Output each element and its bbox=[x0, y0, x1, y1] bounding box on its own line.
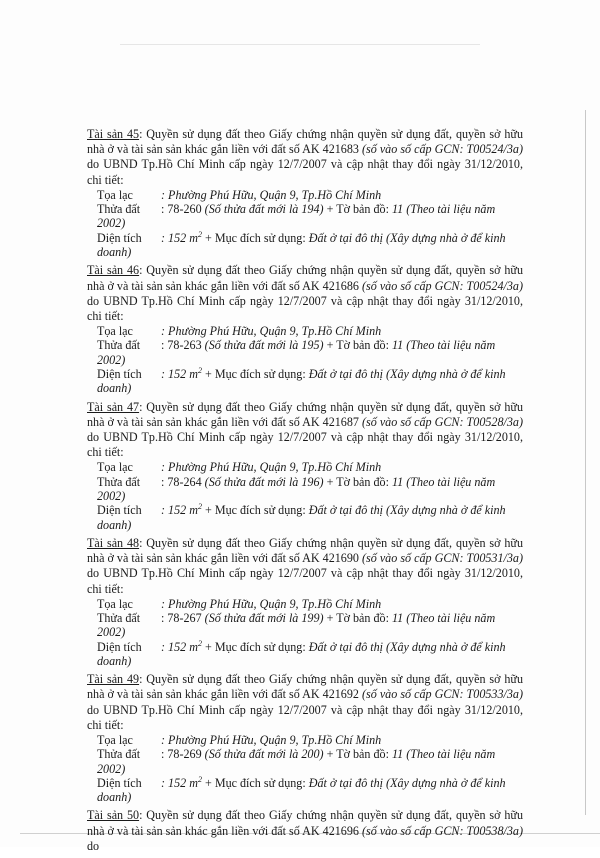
land-use-purpose-cont: doanh) bbox=[97, 653, 132, 668]
map-sheet-number: 11 bbox=[391, 747, 404, 762]
parcel-value: : 78-264 (Số thửa đất mới là 196) + Tờ bản đồ: 11 (Theo tài liệu năm bbox=[161, 474, 496, 489]
certificate-number: AK 421686 bbox=[302, 278, 359, 293]
parcel-row bbox=[87, 338, 523, 352]
land-use-purpose: Đất ở tại đô thị (Xây dựng nhà ở để kinh bbox=[308, 639, 506, 654]
asset-text: : Quyền sử dụng đất theo Giấy chứng nhận quyền sử dụng đất, quyền sở hữu nhà ở và tài sản sản khác gắn liền với đất số bbox=[87, 263, 523, 293]
registration-number: (số vào số cấp GCN: T00533/3a) bbox=[362, 687, 523, 702]
land-use-purpose-cont: doanh) bbox=[97, 790, 132, 805]
parcel-row bbox=[87, 475, 523, 489]
asset-description bbox=[87, 263, 523, 324]
parcel-label: Thửa đất bbox=[97, 611, 141, 625]
asset-text: : Quyền sử dụng đất theo Giấy chứng nhận quyền sử dụng đất, quyền sở hữu nhà ở và tài sản sản khác gắn liền với đất số bbox=[87, 127, 523, 157]
parcel-value: : 78-263 (Số thửa đất mới là 195) + Tờ bản đồ: 11 (Theo tài liệu năm bbox=[161, 338, 496, 353]
certificate-number: AK 421690 bbox=[302, 551, 359, 566]
faint-header-line bbox=[120, 44, 480, 45]
parcel-label: Thửa đất bbox=[97, 338, 141, 353]
certificate-number: AK 421683 bbox=[302, 142, 359, 157]
asset-item bbox=[87, 400, 523, 532]
location-value: : Phường Phú Hữu, Quận 9, Tp.Hồ Chí Minh bbox=[161, 324, 382, 339]
asset-label: Tài sản 49 bbox=[87, 672, 140, 687]
parcel-value: : 78-260 (Số thửa đất mới là 194) + Tờ bản đồ: 11 (Theo tài liệu năm bbox=[161, 202, 496, 217]
asset-description bbox=[87, 536, 523, 597]
area-row bbox=[87, 640, 523, 654]
parcel-year: 2002) bbox=[97, 489, 126, 503]
parcel-label: Thửa đất bbox=[97, 747, 141, 762]
area-value: : 152 $m^2$ + Mục đích sử dụng: Đất ở tại đô thị (Xây dựng nhà ở để kinh bbox=[161, 502, 506, 518]
location-row bbox=[87, 597, 523, 611]
location-label: Tọa lạc bbox=[97, 187, 133, 202]
area-label: Diện tích bbox=[97, 639, 142, 654]
parcel-label: Thửa đất bbox=[97, 474, 141, 489]
parcel-year: 2002) bbox=[97, 625, 126, 640]
asset-list bbox=[87, 127, 523, 858]
registration-number: (số vào số cấp GCN: T00524/3a) bbox=[362, 142, 523, 157]
location-label: Tọa lạc bbox=[97, 596, 133, 611]
parcel-label: Thửa đất bbox=[97, 202, 141, 217]
asset-description bbox=[87, 127, 523, 188]
location-label: Tọa lạc bbox=[97, 733, 133, 747]
area-label: Diện tích bbox=[97, 775, 142, 790]
issuer-text: do UBND Tp.Hồ Chí Minh cấp ngày 12/7/2007 và cập nhật thay đổi ngày 31/12/2010, chi tiết: bbox=[87, 430, 523, 460]
asset-item bbox=[87, 263, 523, 395]
asset-item bbox=[87, 672, 523, 804]
parcel-year: 2002) bbox=[97, 216, 126, 231]
new-parcel-number: (Số thửa đất mới là 199) bbox=[204, 611, 324, 625]
asset-text: : Quyền sử dụng đất theo Giấy chứng nhận quyền sử dụng đất, quyền sở hữu nhà ở và tài sản sản khác gắn liền với đất số AK 421696 bbox=[87, 808, 523, 838]
land-use-purpose-cont: doanh) bbox=[97, 381, 132, 396]
asset-item bbox=[87, 536, 523, 668]
asset-label: Tài sản 46 bbox=[87, 263, 140, 278]
certificate-number: AK 421692 bbox=[302, 687, 359, 702]
parcel-row bbox=[87, 202, 523, 216]
map-sheet-number: 11 bbox=[391, 474, 404, 489]
area-row bbox=[87, 503, 523, 517]
issuer-text: do UBND Tp.Hồ Chí Minh cấp ngày 12/7/2007 và cập nhật thay đổi ngày 31/12/2010, chi tiết: bbox=[87, 702, 523, 732]
land-use-purpose: Đất ở tại đô thị (Xây dựng nhà ở để kinh bbox=[308, 367, 506, 381]
location-label: Tọa lạc bbox=[97, 324, 133, 339]
location-value: : Phường Phú Hữu, Quận 9, Tp.Hồ Chí Minh bbox=[161, 596, 382, 611]
map-sheet-number: 11 bbox=[391, 202, 404, 217]
registration-number: (số vào số cấp GCN: T00528/3a) bbox=[362, 414, 523, 429]
location-label: Tọa lạc bbox=[97, 460, 133, 475]
asset-description bbox=[87, 400, 523, 461]
map-sheet-number: 11 bbox=[391, 338, 404, 353]
certificate-number: AK 421687 bbox=[302, 414, 359, 429]
location-row bbox=[87, 188, 523, 202]
asset-label: Tài sản 48 bbox=[87, 535, 140, 550]
area-label: Diện tích bbox=[97, 367, 142, 381]
new-parcel-number: (Số thửa đất mới là 194) bbox=[204, 202, 324, 217]
location-value: : Phường Phú Hữu, Quận 9, Tp.Hồ Chí Minh bbox=[161, 460, 382, 475]
parcel-year: 2002) bbox=[97, 761, 126, 776]
page-border-right bbox=[585, 110, 586, 815]
area-label: Diện tích bbox=[97, 503, 142, 518]
parcel-row bbox=[87, 611, 523, 625]
asset-description bbox=[87, 808, 523, 854]
area-value: : 152 $m^2$ + Mục đích sử dụng: Đất ở tại đô thị (Xây dựng nhà ở để kinh bbox=[161, 774, 506, 790]
location-row bbox=[87, 324, 523, 338]
area-value: : 152 $m^2$ + Mục đích sử dụng: Đất ở tại đô thị (Xây dựng nhà ở để kinh bbox=[161, 365, 506, 381]
parcel-row bbox=[87, 747, 523, 761]
new-parcel-number: (Số thửa đất mới là 196) bbox=[204, 474, 324, 489]
land-use-purpose-cont: doanh) bbox=[97, 245, 132, 259]
location-value: : Phường Phú Hữu, Quận 9, Tp.Hồ Chí Minh bbox=[161, 187, 382, 202]
location-row bbox=[87, 733, 523, 747]
asset-item-partial bbox=[87, 808, 523, 854]
issuer-text: do bbox=[87, 838, 100, 853]
issuer-text: do UBND Tp.Hồ Chí Minh cấp ngày 12/7/2007 và cập nhật thay đổi ngày 31/12/2010, chi tiết: bbox=[87, 293, 523, 323]
land-use-purpose: Đất ở tại đô thị (Xây dựng nhà ở để kinh bbox=[308, 775, 506, 790]
area-row bbox=[87, 367, 523, 381]
asset-text: : Quyền sử dụng đất theo Giấy chứng nhận quyền sử dụng đất, quyền sở hữu nhà ở và tài sản sản khác gắn liền với đất số bbox=[87, 672, 523, 702]
asset-text: : Quyền sử dụng đất theo Giấy chứng nhận quyền sử dụng đất, quyền sở hữu nhà ở và tài sản sản khác gắn liền với đất số bbox=[87, 535, 523, 566]
area-row bbox=[87, 776, 523, 790]
parcel-value: : 78-267 (Số thửa đất mới là 199) + Tờ bản đồ: 11 (Theo tài liệu năm bbox=[161, 611, 496, 625]
parcel-value: : 78-269 (Số thửa đất mới là 200) + Tờ bản đồ: 11 (Theo tài liệu năm bbox=[161, 747, 496, 762]
registration-number: (số vào số cấp GCN: T00524/3a) bbox=[362, 278, 523, 293]
location-value: : Phường Phú Hữu, Quận 9, Tp.Hồ Chí Minh bbox=[161, 733, 382, 747]
asset-item bbox=[87, 127, 523, 259]
parcel-year: 2002) bbox=[97, 352, 126, 367]
area-value: : 152 $m^2$ + Mục đích sử dụng: Đất ở tại đô thị (Xây dựng nhà ở để kinh bbox=[161, 229, 506, 245]
asset-text: : Quyền sử dụng đất theo Giấy chứng nhận quyền sử dụng đất, quyền sở hữu nhà ở và tài sản sản khác gắn liền với đất số bbox=[87, 399, 523, 429]
asset-description bbox=[87, 672, 523, 733]
area-label: Diện tích bbox=[97, 230, 142, 245]
new-parcel-number: (Số thửa đất mới là 195) bbox=[204, 338, 324, 353]
issuer-text: do UBND Tp.Hồ Chí Minh cấp ngày 12/7/2007 và cập nhật thay đổi ngày 31/12/2010, chi tiết: bbox=[87, 566, 523, 596]
asset-label: Tài sản 45 bbox=[87, 127, 140, 141]
area-value: : 152 $m^2$ + Mục đích sử dụng: Đất ở tại đô thị (Xây dựng nhà ở để kinh bbox=[161, 638, 506, 654]
location-row bbox=[87, 460, 523, 474]
asset-label: Tài sản 47 bbox=[87, 399, 140, 414]
registration-number: (số vào số cấp GCN: T00538/3a) bbox=[362, 823, 523, 838]
map-sheet-number: 11 bbox=[391, 611, 404, 625]
new-parcel-number: (Số thửa đất mới là 200) bbox=[204, 747, 324, 762]
asset-label: Tài sản 50 bbox=[87, 808, 140, 823]
land-use-purpose-cont: doanh) bbox=[97, 517, 132, 532]
land-use-purpose: Đất ở tại đô thị (Xây dựng nhà ở để kinh bbox=[308, 503, 506, 518]
registration-number: (số vào số cấp GCN: T00531/3a) bbox=[362, 551, 523, 566]
area-row bbox=[87, 231, 523, 245]
land-use-purpose: Đất ở tại đô thị (Xây dựng nhà ở để kinh bbox=[308, 230, 506, 245]
issuer-text: do UBND Tp.Hồ Chí Minh cấp ngày 12/7/2007 và cập nhật thay đổi ngày 31/12/2010, chi tiết: bbox=[87, 157, 523, 187]
